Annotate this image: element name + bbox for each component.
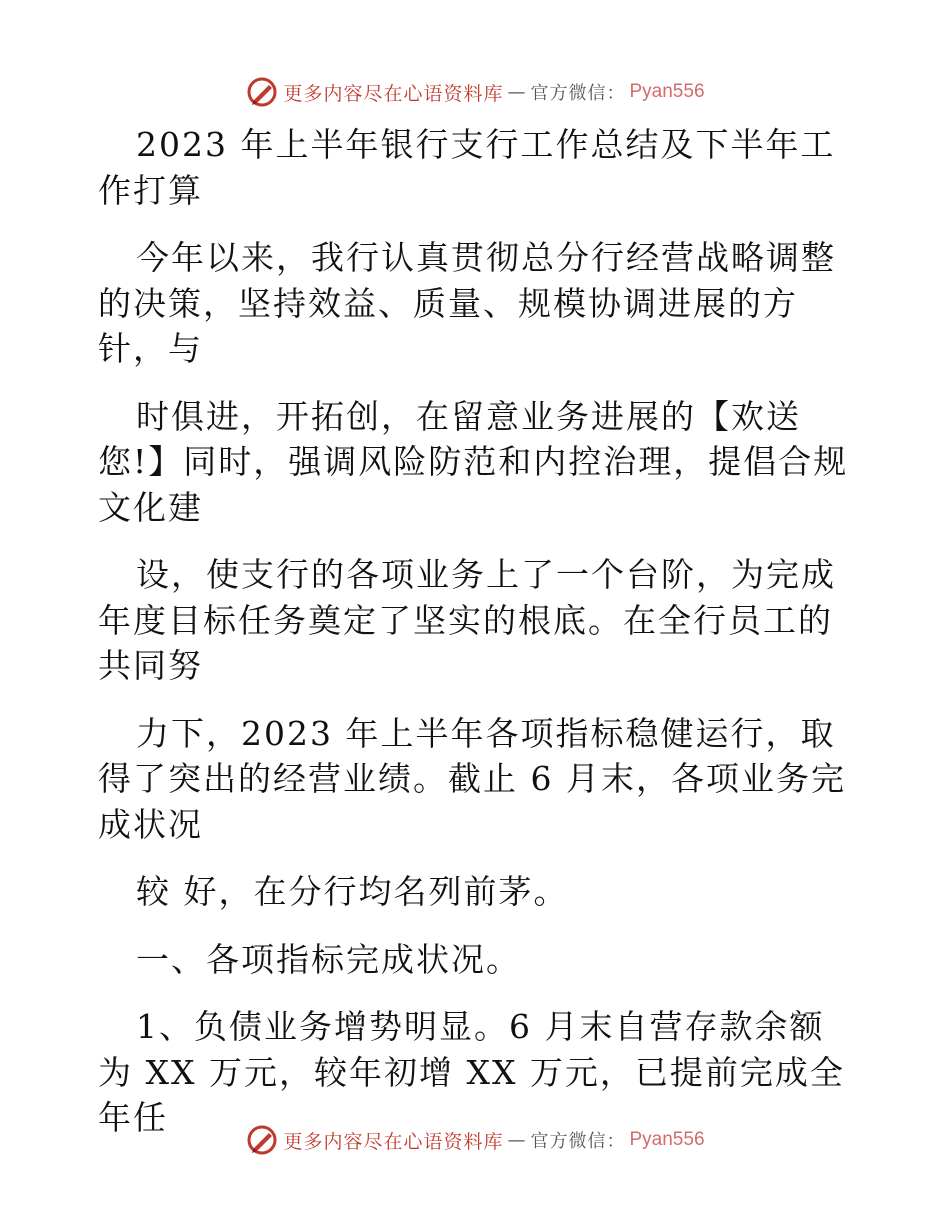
banner-handle: Pyan556 [629, 81, 705, 102]
footer-banner [0, 1120, 950, 1160]
logo-pen-icon [245, 1123, 279, 1157]
banner-official-label: 官方微信： [530, 1131, 626, 1152]
banner-main-text: 更多内容尽在心语资料库 [283, 1130, 504, 1153]
header-banner [0, 72, 950, 112]
banner-main-text: 更多内容尽在心语资料库 [283, 82, 504, 105]
paragraph: 设，使支行的各项业务上了一个台阶，为完成年度目标任务奠定了坚实的根底。在全行员工的共同努 [98, 555, 836, 685]
document-title: 2023 年上半年银行支行工作总结及下半年工作打算 [98, 125, 836, 210]
document-body [98, 122, 858, 1163]
paragraph: 时俱进，开拓创，在留意业务进展的【欢送您!】同时，强调风险防范和内控治理，提倡合规文化建 [98, 396, 849, 527]
banner-dash: — [507, 1129, 527, 1151]
banner-official-label: 官方微信： [530, 83, 626, 104]
banner-dash: — [507, 81, 527, 103]
section-heading: 一、各项指标完成状况。 [136, 939, 521, 979]
logo-pen-icon [245, 75, 279, 109]
paragraph: 力下，2023 年上半年各项指标稳健运行，取得了突出的经营业绩。截止 6 月末，各项业务完成状况 [98, 713, 846, 844]
paragraph: 1、负债业务增势明显。6 月末自营存款余额为 XX 万元，较年初增 XX 万元，已提前完成全年任 [98, 1007, 845, 1137]
paragraph: 较 好，在分行均名列前茅。 [136, 872, 569, 911]
banner-handle: Pyan556 [629, 1129, 705, 1150]
paragraph: 今年以来，我行认真贯彻总分行经营战略调整的决策，坚持效益、质量、规模协调进展的方针，与 [98, 238, 836, 368]
